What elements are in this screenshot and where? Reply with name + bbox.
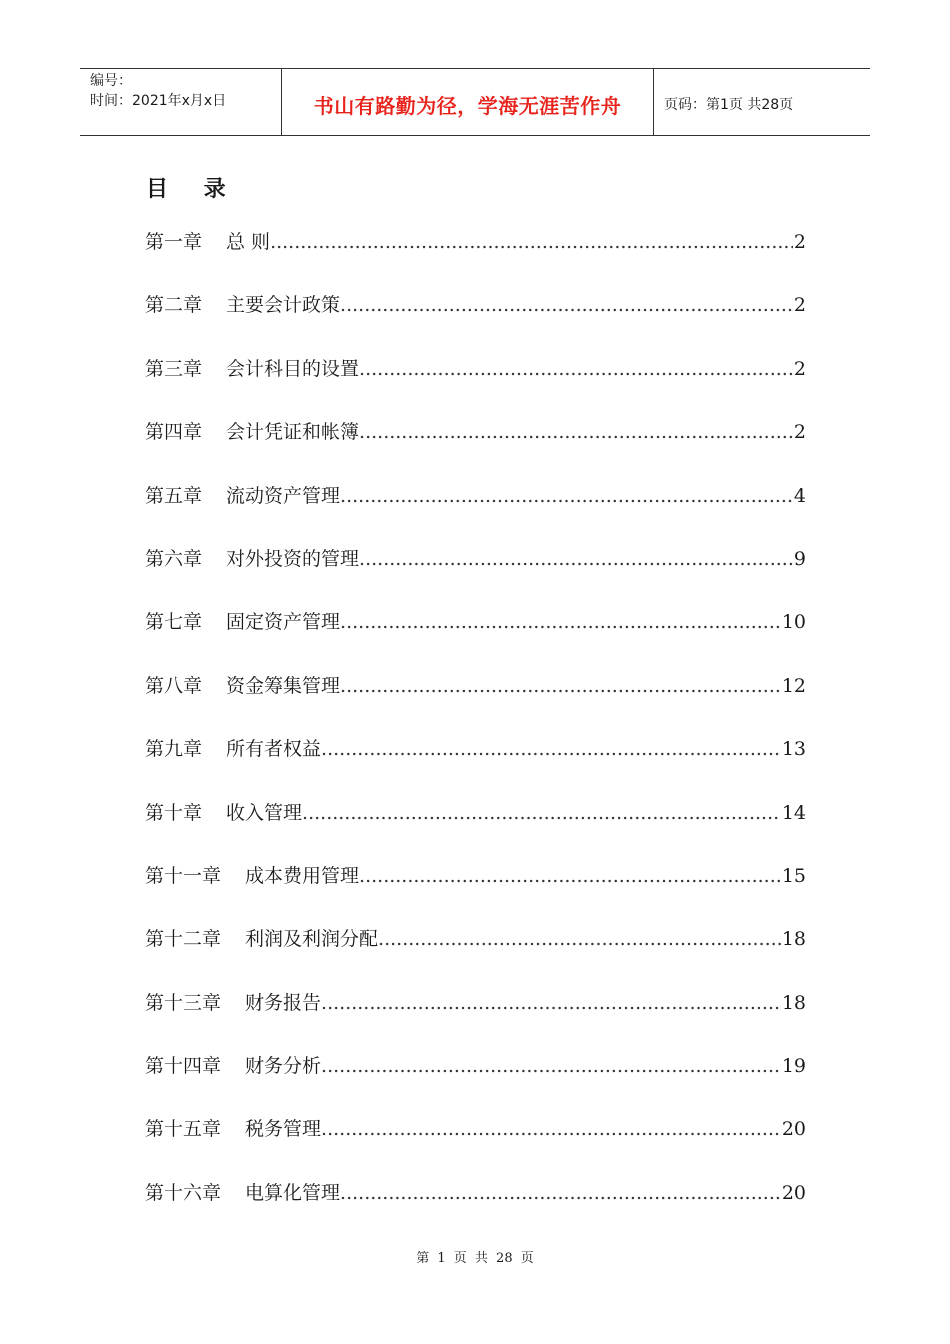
- toc-page-number: 2: [793, 357, 806, 380]
- toc-dot-leader: [321, 1046, 781, 1086]
- toc-entry[interactable]: [145, 793, 806, 856]
- toc-chapter-number: 第十一章: [145, 864, 222, 887]
- toc-page-number: 2: [793, 231, 806, 253]
- toc-chapter-number: 第十二章: [145, 928, 222, 951]
- header-motto: 书山有路勤为径，学海无涯苦作舟: [313, 93, 622, 118]
- toc-dot-leader: [340, 666, 781, 706]
- toc-entry[interactable]: [145, 919, 806, 982]
- toc-chapter-number: 第八章: [145, 674, 203, 697]
- header-page-number: 页码：第1页 共28页: [664, 97, 794, 113]
- toc-chapter-number: 第十六章: [145, 1181, 222, 1204]
- toc-chapter-number: 第七章: [145, 611, 203, 634]
- toc-page-number: 14: [781, 801, 806, 824]
- toc-chapter-number: 第十章: [145, 801, 203, 824]
- toc-chapter-name: 资金筹集管理: [226, 674, 341, 697]
- toc-chapter-name: 成本费用管理: [245, 864, 360, 887]
- document-date: 时间：2021年x月x日: [90, 93, 227, 109]
- toc-page-number: 9: [793, 547, 806, 570]
- toc-chapter-name: 固定资产管理: [226, 611, 341, 634]
- toc-dot-leader: [321, 983, 781, 1023]
- toc-chapter-number: 第三章: [145, 357, 203, 380]
- toc-entry[interactable]: [145, 1173, 806, 1236]
- toc-dot-leader: [359, 349, 793, 389]
- toc-chapter-name: 利润及利润分配: [245, 928, 379, 951]
- toc-chapter-name: 主要会计政策: [226, 294, 341, 317]
- page-footer: 第 1 页 共 28 页: [416, 1251, 534, 1266]
- toc-chapter-number: 第五章: [145, 484, 203, 507]
- header-meta: [80, 69, 282, 135]
- toc-entry[interactable]: [145, 222, 806, 285]
- toc-chapter-number: 第九章: [145, 738, 203, 761]
- toc-dot-leader: [340, 285, 793, 325]
- toc-page-number: 20: [781, 1181, 806, 1204]
- toc-entry[interactable]: [145, 349, 806, 412]
- toc-title: 目 录: [146, 177, 240, 202]
- toc-dot-leader: [340, 602, 781, 642]
- toc-page-number: 13: [781, 738, 806, 761]
- toc-dot-leader: [359, 856, 781, 896]
- toc-dot-leader: [270, 222, 793, 262]
- toc-chapter-number: 第十五章: [145, 1118, 222, 1141]
- toc-chapter-name: 财务报告: [245, 991, 322, 1014]
- toc-chapter-number: 第二章: [145, 294, 203, 317]
- toc-chapter-name: 电算化管理: [245, 1181, 341, 1204]
- toc-page-number: 2: [793, 421, 806, 444]
- toc-chapter-name: 对外投资的管理: [226, 547, 360, 570]
- toc-entry[interactable]: [145, 539, 806, 602]
- toc-chapter-number: 第六章: [145, 547, 203, 570]
- toc-entry[interactable]: [145, 729, 806, 792]
- toc-page-number: 10: [781, 611, 806, 634]
- toc-chapter-name: 流动资产管理: [226, 484, 341, 507]
- toc-dot-leader: [359, 412, 793, 452]
- toc-entry[interactable]: [145, 476, 806, 539]
- toc-page-number: 18: [781, 991, 806, 1014]
- toc-chapter-name: 总 则: [226, 231, 271, 253]
- toc-dot-leader: [321, 1109, 781, 1149]
- toc-page-number: 4: [793, 484, 806, 507]
- toc-dot-leader: [340, 476, 793, 516]
- toc-chapter-number: 第一章: [145, 231, 203, 253]
- toc-dot-leader: [302, 793, 781, 833]
- toc-dot-leader: [340, 1173, 781, 1213]
- toc-chapter-number: 第十三章: [145, 991, 222, 1014]
- header-page-cell: [654, 69, 870, 135]
- toc-chapter-name: 所有者权益: [226, 738, 322, 761]
- toc-entry[interactable]: [145, 856, 806, 919]
- toc-dot-leader: [321, 729, 781, 769]
- toc-page-number: 20: [781, 1118, 806, 1141]
- document-number: 编号：: [90, 73, 132, 89]
- toc-page-number: 15: [781, 864, 806, 887]
- toc-entry[interactable]: [145, 285, 806, 348]
- toc-entry[interactable]: [145, 1046, 806, 1109]
- toc-entry[interactable]: [145, 983, 806, 1046]
- table-of-contents: [145, 222, 806, 1236]
- toc-entry[interactable]: [145, 1109, 806, 1172]
- document-header: [80, 68, 870, 136]
- toc-chapter-name: 财务分析: [245, 1055, 322, 1078]
- toc-chapter-name: 收入管理: [226, 801, 303, 824]
- toc-entry[interactable]: [145, 666, 806, 729]
- toc-dot-leader: [359, 539, 793, 579]
- toc-entry[interactable]: [145, 412, 806, 475]
- header-motto-cell: [282, 69, 654, 135]
- toc-page-number: 2: [793, 294, 806, 317]
- toc-page-number: 18: [781, 928, 806, 951]
- toc-entry[interactable]: [145, 602, 806, 665]
- toc-chapter-number: 第十四章: [145, 1055, 222, 1078]
- toc-chapter-name: 会计科目的设置: [226, 357, 360, 380]
- toc-page-number: 12: [781, 674, 806, 697]
- toc-dot-leader: [378, 919, 781, 959]
- toc-chapter-number: 第四章: [145, 421, 203, 444]
- toc-chapter-name: 税务管理: [245, 1118, 322, 1141]
- toc-page-number: 19: [781, 1055, 806, 1078]
- toc-chapter-name: 会计凭证和帐簿: [226, 421, 360, 444]
